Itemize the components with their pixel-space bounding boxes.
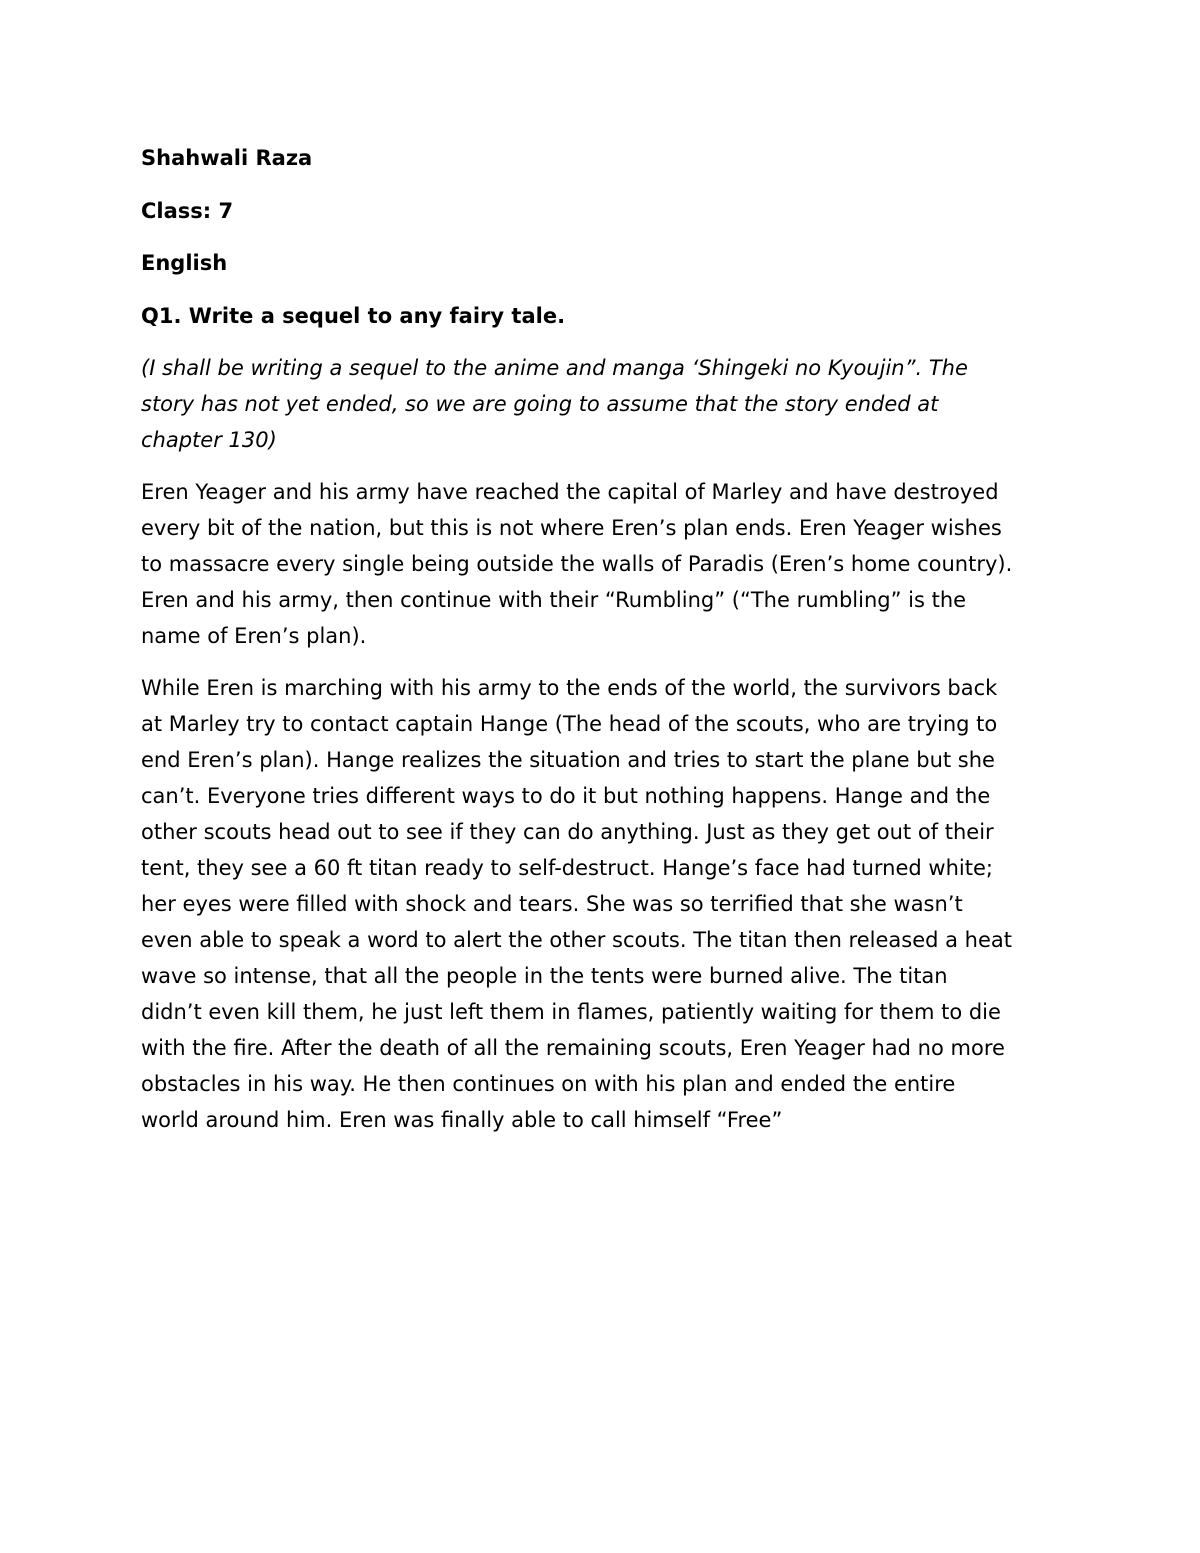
document-page: [141, 140, 1066, 1154]
paragraph-line: Eren Yeager and his army have reached the capital of Marley and have destroyed: [141, 480, 999, 504]
paragraph-line: name of Eren’s plan).: [141, 624, 367, 648]
paragraph-line: world around him. Eren was finally able to call himself “Free”: [141, 1108, 783, 1132]
paragraph-line: obstacles in his way. He then continues on with his plan and ended the entire: [141, 1072, 956, 1096]
subject-title: English: [141, 251, 228, 275]
paragraph-line: wave so intense, that all the people in the tents were burned alive. The titan: [141, 964, 948, 988]
body-paragraph-2: [141, 670, 1066, 1138]
intro-line: chapter 130): [141, 428, 277, 452]
paragraph-line: her eyes were filled with shock and tears. She was so terrified that she wasn’t: [141, 892, 963, 916]
paragraph-line: didn’t even kill them, he just left them in flames, patiently waiting for them to die: [141, 1000, 1001, 1024]
paragraph-line: with the fire. After the death of all the remaining scouts, Eren Yeager had no more: [141, 1036, 1005, 1060]
question-title: Q1. Write a sequel to any fairy tale.: [141, 303, 566, 328]
paragraph-line: to massacre every single being outside the walls of Paradis (Eren’s home country).: [141, 552, 1013, 576]
paragraph-line: tent, they see a 60 ft titan ready to self-destruct. Hange’s face had turned white;: [141, 856, 993, 880]
intro-line: story has not yet ended, so we are going to assume that the story ended at: [141, 392, 939, 416]
student-name: Shahwali Raza: [141, 146, 313, 170]
paragraph-line: While Eren is marching with his army to the ends of the world, the survivors back: [141, 676, 998, 700]
student-class: Class: 7: [141, 198, 234, 223]
intro-line: (I shall be writing a sequel to the anime and manga ‘Shingeki no Kyoujin”. The: [141, 356, 968, 380]
paragraph-line: at Marley try to contact captain Hange (The head of the scouts, who are trying to: [141, 712, 998, 736]
document-header: [141, 140, 1066, 334]
paragraph-line: every bit of the nation, but this is not where Eren’s plan ends. Eren Yeager wishes: [141, 516, 1002, 540]
paragraph-line: even able to speak a word to alert the other scouts. The titan then released a heat: [141, 928, 1013, 952]
paragraph-line: other scouts head out to see if they can do anything. Just as they get out of their: [141, 820, 994, 844]
body-paragraph-1: [141, 474, 1066, 654]
paragraph-line: end Eren’s plan). Hange realizes the situation and tries to start the plane but she: [141, 748, 995, 772]
intro-paragraph: [141, 350, 1066, 458]
paragraph-line: can’t. Everyone tries different ways to do it but nothing happens. Hange and the: [141, 784, 991, 808]
paragraph-line: Eren and his army, then continue with their “Rumbling” (“The rumbling” is the: [141, 588, 967, 612]
